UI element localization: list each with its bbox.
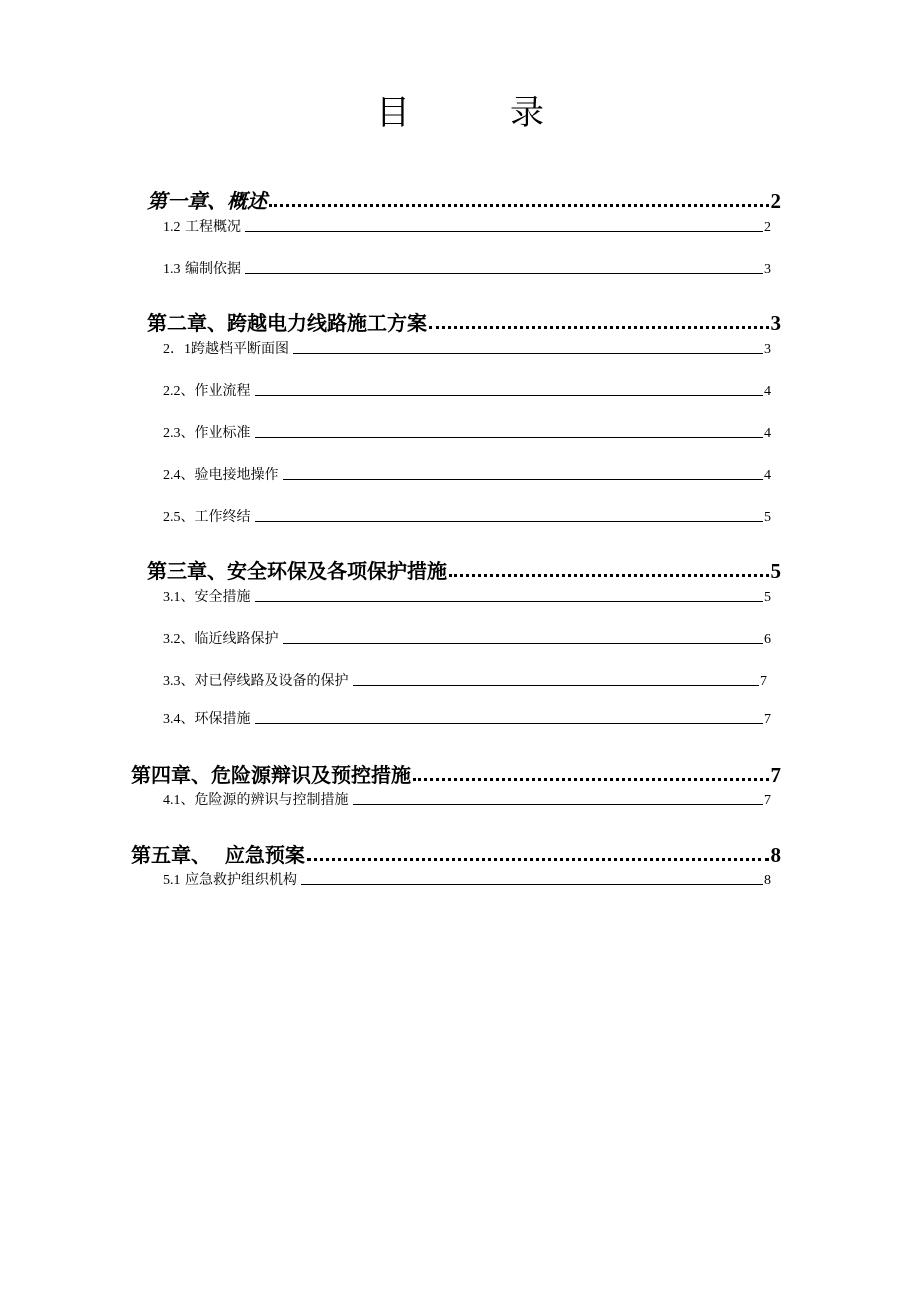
toc-page-number: 4 [764, 468, 771, 483]
toc-line-leader [245, 231, 763, 232]
toc-page-number: 7 [770, 763, 781, 787]
toc-section-4-1[interactable] [163, 787, 771, 809]
toc-section-label: 对已停线路及设备的保护 [194, 673, 349, 689]
page-title [0, 84, 920, 134]
toc-page-number: 7 [764, 793, 771, 808]
toc-section-label: 作业标准 [194, 425, 251, 441]
toc-section-2-1[interactable] [163, 336, 771, 358]
toc-section-3-3[interactable] [163, 668, 767, 690]
toc-chapter-1[interactable] [147, 184, 781, 214]
toc-chapter-4[interactable] [131, 758, 781, 788]
toc-section-number: 2.3、 [163, 426, 195, 441]
title-char-1: 目 [376, 92, 410, 133]
toc-section-2-3[interactable] [163, 420, 771, 442]
toc-chapter-label: 第一章、概述 [147, 189, 267, 213]
title-char-2: 录 [510, 92, 544, 133]
toc-page-number: 3 [764, 342, 771, 357]
toc-section-number: 3.3、 [163, 674, 195, 689]
toc-section-number: 3.4、 [163, 712, 195, 727]
toc-page-number: 5 [764, 590, 771, 605]
toc-line-leader [255, 601, 764, 602]
toc-section-label: 验电接地操作 [194, 467, 279, 483]
toc-chapter-3[interactable] [147, 554, 781, 584]
toc-line-leader [353, 804, 764, 805]
toc-page-number: 2 [770, 189, 781, 213]
toc-line-leader [245, 273, 763, 274]
toc-chapter-label: 第三章、安全环保及各项保护措施 [147, 559, 447, 583]
toc-page-number: 5 [764, 510, 771, 525]
toc-section-1-2[interactable] [163, 214, 771, 236]
toc-section-number: 3.1、 [163, 590, 195, 605]
toc-page-number: 2 [764, 220, 771, 235]
toc-page-number: 3 [764, 262, 771, 277]
toc-section-2-5[interactable] [163, 504, 771, 526]
toc-section-number: 3.2、 [163, 632, 195, 647]
toc-section-label: 工作终结 [194, 509, 251, 525]
toc-section-2-4[interactable] [163, 462, 771, 484]
toc-dot-leader [429, 326, 769, 329]
toc-section-label: 作业流程 [194, 383, 251, 399]
toc-chapter-label: 第四章、危险源辩识及预控措施 [131, 763, 411, 787]
toc-line-leader [283, 643, 764, 644]
toc-line-leader [353, 685, 760, 686]
toc-section-number: 5.1 [163, 873, 181, 888]
toc-dot-leader [269, 204, 769, 207]
toc-section-number: 1.3 [163, 262, 181, 277]
toc-section-label: 跨越档平断面图 [191, 341, 289, 357]
toc-section-2-2[interactable] [163, 378, 771, 400]
toc-dot-leader [449, 574, 769, 577]
toc-section-1-3[interactable] [163, 256, 771, 278]
toc-section-label: 环保措施 [194, 711, 251, 727]
toc-line-leader [283, 479, 764, 480]
toc-section-3-1[interactable] [163, 584, 771, 606]
toc-chapter-2[interactable] [147, 306, 781, 336]
toc-section-number: 1.2 [163, 220, 181, 235]
toc-dot-leader [307, 858, 769, 861]
toc-chapter-label: 第二章、跨越电力线路施工方案 [147, 311, 427, 335]
toc-section-number: 4.1、 [163, 793, 195, 808]
toc-line-leader [255, 521, 764, 522]
toc-page-number: 7 [764, 712, 771, 727]
toc-page-number: 8 [764, 873, 771, 888]
toc-section-label: 安全措施 [194, 589, 251, 605]
toc-section-number: 2.4、 [163, 468, 195, 483]
toc-section-5-1[interactable] [163, 867, 771, 889]
toc-line-leader [255, 723, 764, 724]
toc-section-number: 2.2、 [163, 384, 195, 399]
toc-page-number: 6 [764, 632, 771, 647]
toc-chapter-5[interactable] [131, 838, 781, 868]
toc-section-label: 编制依据 [184, 261, 241, 277]
toc-line-leader [301, 884, 763, 885]
toc-line-leader [255, 395, 764, 396]
toc-page-number: 8 [770, 843, 781, 867]
toc-chapter-label: 第五章、 应急预案 [131, 843, 305, 867]
toc-page-number: 3 [770, 311, 781, 335]
toc-section-label: 临近线路保护 [194, 631, 279, 647]
toc-section-number: 2．1 [163, 342, 191, 357]
toc-section-label: 应急救护组织机构 [184, 872, 297, 888]
toc-section-label: 工程概况 [184, 219, 241, 235]
toc-page-number: 4 [764, 384, 771, 399]
toc-section-3-4[interactable] [163, 706, 771, 728]
toc-dot-leader [413, 778, 769, 781]
toc-page-number: 7 [760, 674, 767, 689]
toc-line-leader [255, 437, 764, 438]
toc-page-number: 5 [770, 559, 781, 583]
toc-line-leader [293, 353, 763, 354]
toc-section-number: 2.5、 [163, 510, 195, 525]
toc-section-3-2[interactable] [163, 626, 771, 648]
toc-page-number: 4 [764, 426, 771, 441]
toc-section-label: 危险源的辨识与控制措施 [194, 792, 349, 808]
